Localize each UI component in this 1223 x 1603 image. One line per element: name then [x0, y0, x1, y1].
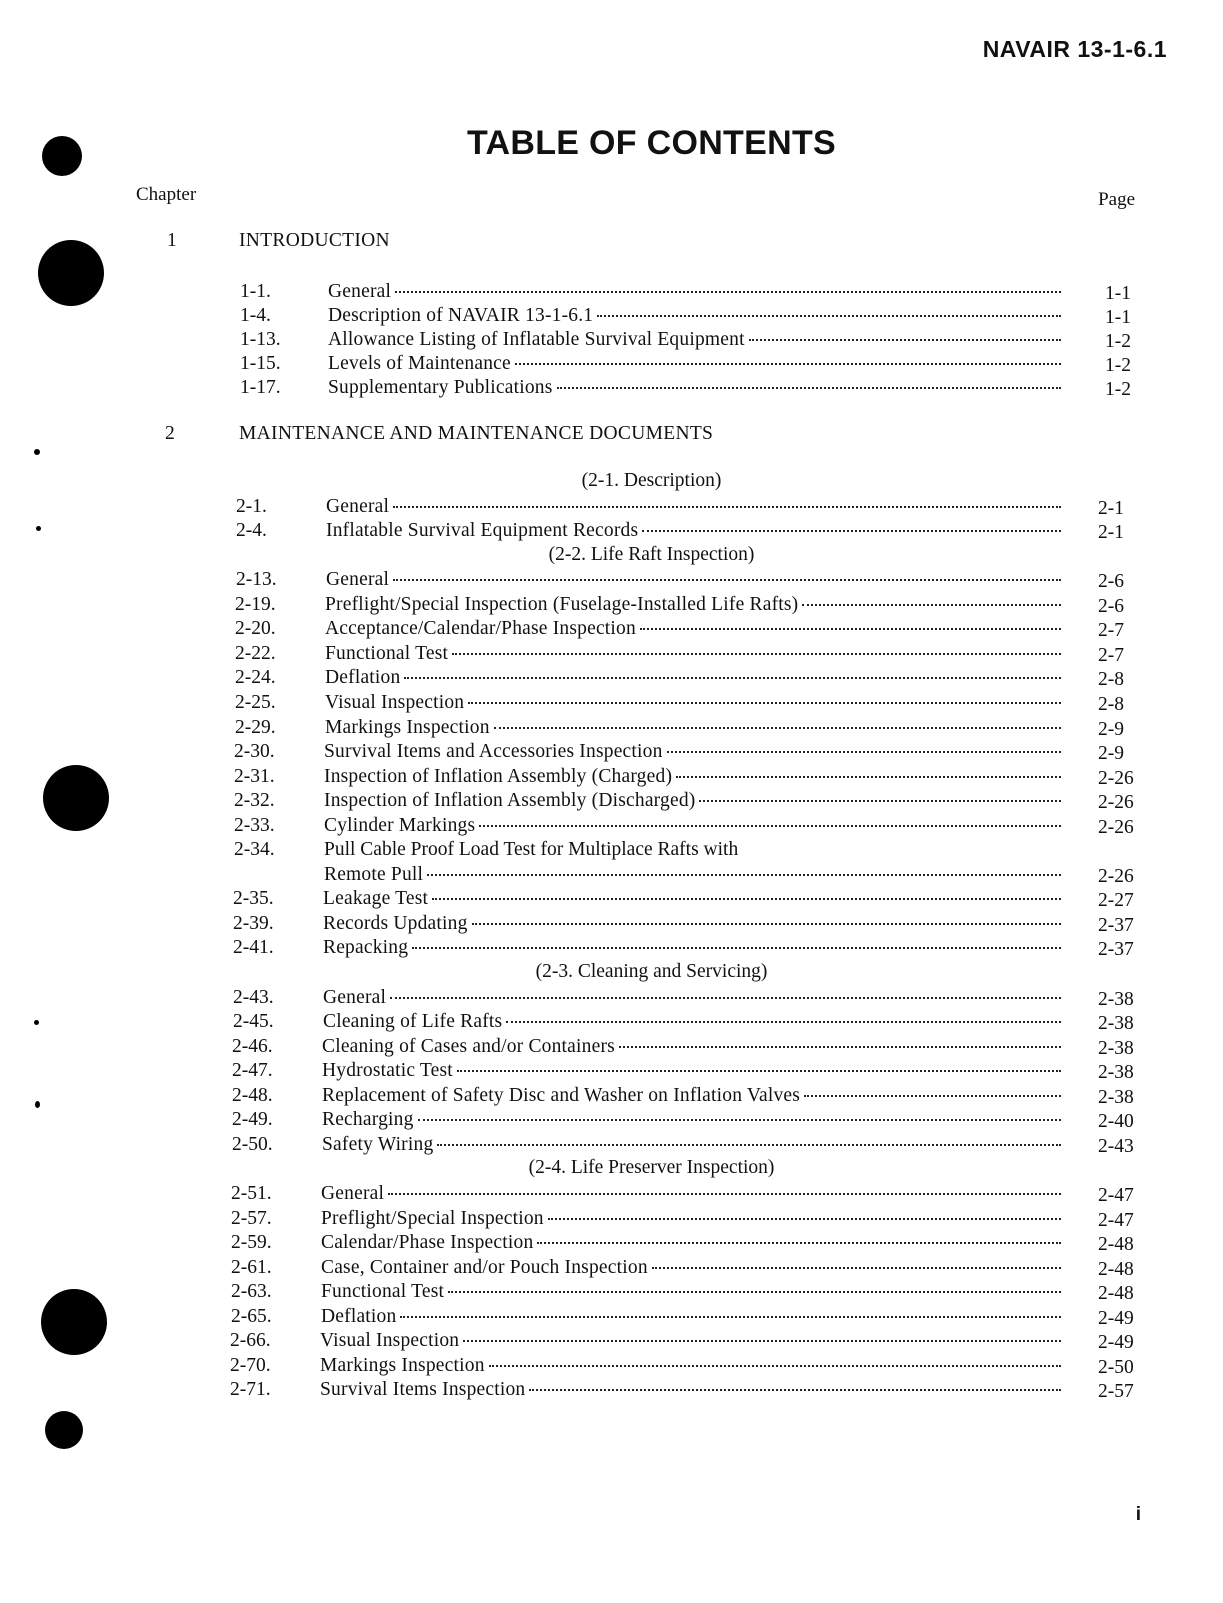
- entry-title-line: [324, 765, 1075, 789]
- entry-page: 2-26: [1098, 865, 1134, 887]
- entry-page: 2-57: [1098, 1381, 1134, 1403]
- entry-page: 2-49: [1098, 1332, 1134, 1354]
- entry-title-line: [321, 1182, 1075, 1206]
- dot-leader: [802, 604, 1061, 606]
- entry-page: 2-40: [1098, 1111, 1134, 1133]
- entry-page: 2-26: [1098, 767, 1134, 789]
- dot-leader: [494, 727, 1061, 729]
- entry-title: Functional Test: [325, 642, 449, 664]
- entry-page: 2-47: [1098, 1209, 1134, 1231]
- entry-title: Replacement of Safety Disc and Washer on Inflation Valves: [322, 1084, 801, 1106]
- entry-title: Acceptance/Calendar/Phase Inspection: [325, 618, 636, 640]
- entry-page: 2-38: [1098, 1013, 1134, 1035]
- dot-leader: [557, 387, 1061, 389]
- entry-title-line: [324, 740, 1075, 764]
- entry-page: 2-50: [1098, 1356, 1134, 1378]
- entry-title-line: [323, 912, 1075, 936]
- entry-number: 2-43.: [233, 986, 274, 1008]
- toc-entry: [235, 593, 1140, 617]
- toc-entry: [236, 519, 1140, 543]
- entry-number: 2-48.: [232, 1084, 273, 1106]
- entry-page: 2-43: [1098, 1135, 1134, 1157]
- entry-title: Cylinder Markings: [324, 814, 476, 836]
- entry-page: 1-1: [1105, 283, 1131, 304]
- entry-title: Hydrostatic Test: [322, 1060, 453, 1082]
- entry-number: 2-49.: [232, 1109, 273, 1131]
- entry-page: 2-47: [1098, 1184, 1134, 1206]
- toc-entry: [230, 1354, 1140, 1378]
- entry-number: 2-33.: [234, 814, 275, 836]
- entry-number: 2-50.: [232, 1133, 273, 1155]
- entry-title: Allowance Listing of Inflatable Survival Equipment: [328, 329, 745, 351]
- entry-title-line: [321, 1305, 1075, 1329]
- dot-leader: [506, 1021, 1061, 1023]
- entry-title: Preflight/Special Inspection (Fuselage-Installed Life Rafts): [325, 593, 799, 615]
- entry-number: 2-20.: [235, 618, 276, 640]
- section-heading: (2-4. Life Preserver Inspection): [528, 1157, 775, 1179]
- entry-title: General: [328, 281, 392, 302]
- dot-leader: [749, 339, 1061, 341]
- entry-page: 2-38: [1098, 1062, 1134, 1084]
- section-heading: (2-3. Cleaning and Servicing): [535, 961, 768, 982]
- entry-title: Survival Items and Accessories Inspection: [324, 741, 663, 763]
- entry-title-line: [325, 617, 1075, 641]
- entry-number: 2-30.: [234, 741, 275, 763]
- entry-title: Leakage Test: [323, 888, 429, 910]
- dot-leader: [395, 291, 1061, 293]
- entry-page: 2-9: [1098, 743, 1124, 765]
- entry-title: Pull Cable Proof Load Test for Multiplace Rafts with: [324, 839, 739, 861]
- toc-entry: [240, 376, 1140, 400]
- dot-leader: [432, 898, 1061, 900]
- entry-number: 2-39.: [233, 912, 274, 934]
- entry-title: Cleaning of Life Rafts: [323, 1011, 503, 1033]
- entry-page: 2-38: [1098, 988, 1134, 1010]
- dot-leader: [548, 1218, 1061, 1220]
- dot-leader: [597, 315, 1061, 317]
- dot-leader: [489, 1365, 1061, 1367]
- entry-title: Inspection of Inflation Assembly (Charged): [324, 765, 673, 787]
- entry-title-line: [325, 642, 1075, 666]
- entry-title: Safety Wiring: [322, 1133, 434, 1155]
- dot-leader: [427, 874, 1061, 876]
- toc-entry: [232, 1108, 1140, 1132]
- entry-title-line: [328, 280, 1075, 304]
- entry-page: 1-2: [1105, 355, 1131, 377]
- entry-number: 2-70.: [230, 1354, 271, 1376]
- toc-entry: [233, 912, 1140, 936]
- dot-leader: [619, 1046, 1061, 1048]
- toc-entry: [236, 495, 1140, 519]
- entry-number: 2-65.: [231, 1305, 272, 1327]
- entry-page: 2-1: [1098, 497, 1124, 519]
- entry-number: 1-1.: [240, 281, 271, 302]
- toc-entry: [235, 617, 1140, 641]
- entry-number: 1-17.: [240, 377, 281, 399]
- toc-entry: [234, 765, 1140, 789]
- entry-title-line: [326, 519, 1075, 543]
- entry-title-line: [323, 887, 1075, 911]
- toc-entry: [233, 986, 1140, 1010]
- toc-entry: [231, 1280, 1140, 1304]
- entry-page: 2-38: [1098, 1037, 1134, 1059]
- dot-leader: [529, 1389, 1061, 1391]
- document-id: NAVAIR 13-1-6.1: [982, 36, 1167, 62]
- toc-entry: [235, 691, 1140, 715]
- entry-title-line: [320, 1329, 1075, 1353]
- entry-page: 2-37: [1098, 939, 1134, 961]
- entry-page: 2-26: [1098, 816, 1134, 838]
- dot-leader: [468, 702, 1061, 704]
- entry-number: 2-13.: [236, 569, 277, 591]
- entry-title: Levels of Maintenance: [328, 353, 511, 375]
- entry-page: 2-1: [1098, 522, 1124, 544]
- chapter-number: 2: [165, 423, 175, 444]
- toc-entry: [235, 642, 1140, 666]
- toc-entry: [234, 838, 1134, 862]
- entry-number: 2-31.: [234, 765, 275, 787]
- entry-title: Preflight/Special Inspection: [321, 1207, 544, 1229]
- entry-number: 2-19.: [235, 593, 276, 615]
- entry-title: Cleaning of Cases and/or Containers: [322, 1035, 615, 1057]
- entry-title-line: [324, 863, 1075, 887]
- entry-number: 1-15.: [240, 353, 281, 375]
- entry-number: 2-61.: [231, 1256, 272, 1278]
- chapter-title: INTRODUCTION: [239, 230, 390, 251]
- toc-entry: [240, 304, 1140, 328]
- entry-title-line: [322, 1133, 1075, 1157]
- toc-entry: [240, 328, 1140, 352]
- entry-title-line: [320, 1378, 1075, 1402]
- entry-page: 2-27: [1098, 890, 1134, 912]
- dot-leader: [393, 506, 1061, 508]
- entry-title-line: [321, 1231, 1075, 1255]
- entry-page: 2-37: [1098, 914, 1134, 936]
- entry-page: 1-1: [1105, 307, 1131, 329]
- entry-page: 2-26: [1098, 792, 1134, 814]
- entry-page: 1-2: [1105, 379, 1131, 401]
- toc-entry: [233, 1010, 1140, 1034]
- toc-entry: [232, 1084, 1140, 1108]
- dot-leader: [404, 677, 1061, 679]
- entry-title-line: [320, 1354, 1075, 1378]
- dot-leader: [448, 1291, 1061, 1293]
- entry-page: 2-7: [1098, 644, 1124, 666]
- toc-entry: [234, 740, 1140, 764]
- entry-title-line: [324, 789, 1075, 813]
- dot-leader: [537, 1242, 1061, 1244]
- entry-title: Calendar/Phase Inspection: [321, 1232, 534, 1254]
- entry-number: 2-45.: [233, 1011, 274, 1033]
- entry-title-line: [328, 352, 1075, 376]
- chapter-column-header: Chapter: [136, 184, 197, 205]
- dot-leader: [457, 1070, 1061, 1072]
- entry-title-line: [321, 1256, 1075, 1280]
- entry-number: 2-1.: [236, 495, 267, 517]
- entry-title: Deflation: [321, 1305, 397, 1327]
- dot-leader: [418, 1119, 1061, 1121]
- dot-leader: [667, 751, 1061, 753]
- dot-leader: [463, 1340, 1061, 1342]
- entry-title: Description of NAVAIR 13-1-6.1: [328, 305, 594, 327]
- entry-title-line: [323, 1010, 1075, 1034]
- entry-title-line: [321, 1207, 1075, 1231]
- entry-number: 2-57.: [231, 1207, 272, 1229]
- entry-number: 2-59.: [231, 1232, 272, 1254]
- entry-title-line: [328, 304, 1075, 328]
- entry-page: 2-38: [1098, 1086, 1134, 1108]
- entry-title: Deflation: [325, 667, 401, 689]
- dot-leader: [652, 1267, 1061, 1269]
- toc-entry: [232, 1059, 1140, 1083]
- entry-number: 1-13.: [240, 329, 281, 351]
- entry-title: Inspection of Inflation Assembly (Discharged): [324, 790, 696, 812]
- entry-number: 2-71.: [230, 1379, 271, 1401]
- toc-entry: [230, 1329, 1140, 1353]
- entry-title-line: [322, 1084, 1075, 1108]
- dot-leader: [452, 653, 1061, 655]
- entry-number: 2-46.: [232, 1035, 273, 1057]
- toc-entry: [230, 1378, 1140, 1402]
- toc-entry: [240, 280, 1140, 304]
- entry-page: 2-48: [1098, 1234, 1134, 1256]
- entry-number: 2-22.: [235, 642, 276, 664]
- entry-title-line: [328, 328, 1075, 352]
- dot-leader: [640, 628, 1061, 630]
- entry-title-line: [324, 814, 1075, 838]
- toc-entry: [236, 568, 1140, 592]
- entry-title-line: [322, 1108, 1075, 1132]
- entry-title-line: [322, 1035, 1075, 1059]
- dot-leader: [400, 1316, 1061, 1318]
- entry-page: 2-49: [1098, 1307, 1134, 1329]
- entry-title-line: [326, 568, 1075, 592]
- entry-title: Markings Inspection: [320, 1354, 485, 1376]
- entry-title-line: [321, 1280, 1075, 1304]
- entry-number: 2-63.: [231, 1281, 272, 1303]
- entry-title-continuation: Remote Pull: [324, 863, 424, 885]
- toc-entry: [231, 1256, 1140, 1280]
- entry-title: Case, Container and/or Pouch Inspection: [321, 1256, 648, 1278]
- dot-leader: [515, 363, 1061, 365]
- entry-title-line: [325, 716, 1075, 740]
- dot-leader: [804, 1095, 1061, 1097]
- dot-leader: [642, 530, 1061, 532]
- dot-leader: [437, 1144, 1061, 1146]
- dot-leader: [676, 776, 1061, 778]
- entry-number: 1-4.: [240, 305, 271, 327]
- entry-title: General: [323, 986, 387, 1008]
- entry-number: 2-41.: [233, 937, 274, 959]
- entry-title-line: [325, 593, 1075, 617]
- entry-title: Markings Inspection: [325, 716, 490, 738]
- entry-title: Repacking: [323, 937, 409, 959]
- toc-entry: [233, 936, 1140, 960]
- toc-entry: [235, 716, 1140, 740]
- page-title: TABLE OF CONTENTS: [466, 124, 836, 162]
- entry-title: Supplementary Publications: [328, 377, 553, 399]
- entry-title-line: [323, 986, 1075, 1010]
- toc-entry: [240, 352, 1140, 376]
- entry-page: 2-8: [1098, 669, 1124, 691]
- chapter-number: 1: [167, 230, 177, 251]
- chapter-title: MAINTENANCE AND MAINTENANCE DOCUMENTS: [239, 423, 714, 444]
- entry-number: 2-4.: [236, 520, 267, 542]
- entry-title: Records Updating: [323, 912, 468, 934]
- dot-leader: [479, 825, 1061, 827]
- entry-title: General: [321, 1182, 385, 1204]
- entry-title-line: [325, 691, 1075, 715]
- entry-page: 1-2: [1105, 331, 1131, 353]
- entry-title: Recharging: [322, 1109, 414, 1131]
- section-heading: (2-2. Life Raft Inspection): [548, 543, 755, 565]
- entry-number: 2-35.: [233, 888, 274, 910]
- entry-number: 2-32.: [234, 790, 275, 812]
- entry-title-line: [328, 376, 1075, 400]
- entry-number: 2-29.: [235, 716, 276, 738]
- entry-page: 2-7: [1098, 620, 1124, 642]
- entry-title: Functional Test: [321, 1281, 445, 1303]
- entry-page: 2-8: [1098, 693, 1124, 715]
- page-folio: i: [1135, 1504, 1141, 1525]
- toc-entry-continuation: [234, 863, 1140, 887]
- toc-entry: [231, 1207, 1140, 1231]
- dot-leader: [390, 997, 1061, 999]
- toc-entry: [235, 666, 1140, 690]
- entry-title: General: [326, 569, 390, 591]
- dot-leader: [388, 1193, 1061, 1195]
- toc-entry: [233, 887, 1140, 911]
- entry-page: 2-48: [1098, 1283, 1134, 1305]
- dot-leader: [412, 947, 1061, 949]
- toc-entry: [234, 814, 1140, 838]
- toc-entry: [232, 1133, 1140, 1157]
- toc-entry: [231, 1305, 1140, 1329]
- entry-number: 2-25.: [235, 691, 276, 713]
- dot-leader: [699, 800, 1061, 802]
- toc-entry: [232, 1035, 1140, 1059]
- dot-leader: [472, 923, 1061, 925]
- entry-page: 2-9: [1098, 718, 1124, 740]
- toc-entry: [231, 1231, 1140, 1255]
- entry-title: Visual Inspection: [320, 1330, 460, 1352]
- entry-page: 2-48: [1098, 1258, 1134, 1280]
- entry-title: General: [326, 495, 390, 517]
- entry-number: 2-51.: [231, 1182, 272, 1204]
- entry-title-line: [322, 1059, 1075, 1083]
- entry-title-line: [326, 495, 1075, 519]
- entry-number: 2-66.: [230, 1330, 271, 1352]
- entry-title-line: [325, 666, 1075, 690]
- entry-number: 2-34.: [234, 839, 275, 861]
- entry-title-line: [323, 936, 1075, 960]
- entry-number: 2-47.: [232, 1060, 273, 1082]
- entry-title: Survival Items Inspection: [320, 1379, 526, 1401]
- page-column-header: Page: [1098, 189, 1135, 210]
- section-heading: (2-1. Description): [581, 470, 722, 491]
- toc-entry: [231, 1182, 1140, 1206]
- entry-title: Inflatable Survival Equipment Records: [326, 520, 639, 542]
- entry-page: 2-6: [1098, 571, 1124, 593]
- entry-title: Visual Inspection: [325, 691, 465, 713]
- entry-page: 2-6: [1098, 595, 1124, 617]
- toc-entry: [234, 789, 1140, 813]
- dot-leader: [393, 579, 1061, 581]
- entry-number: 2-24.: [235, 667, 276, 689]
